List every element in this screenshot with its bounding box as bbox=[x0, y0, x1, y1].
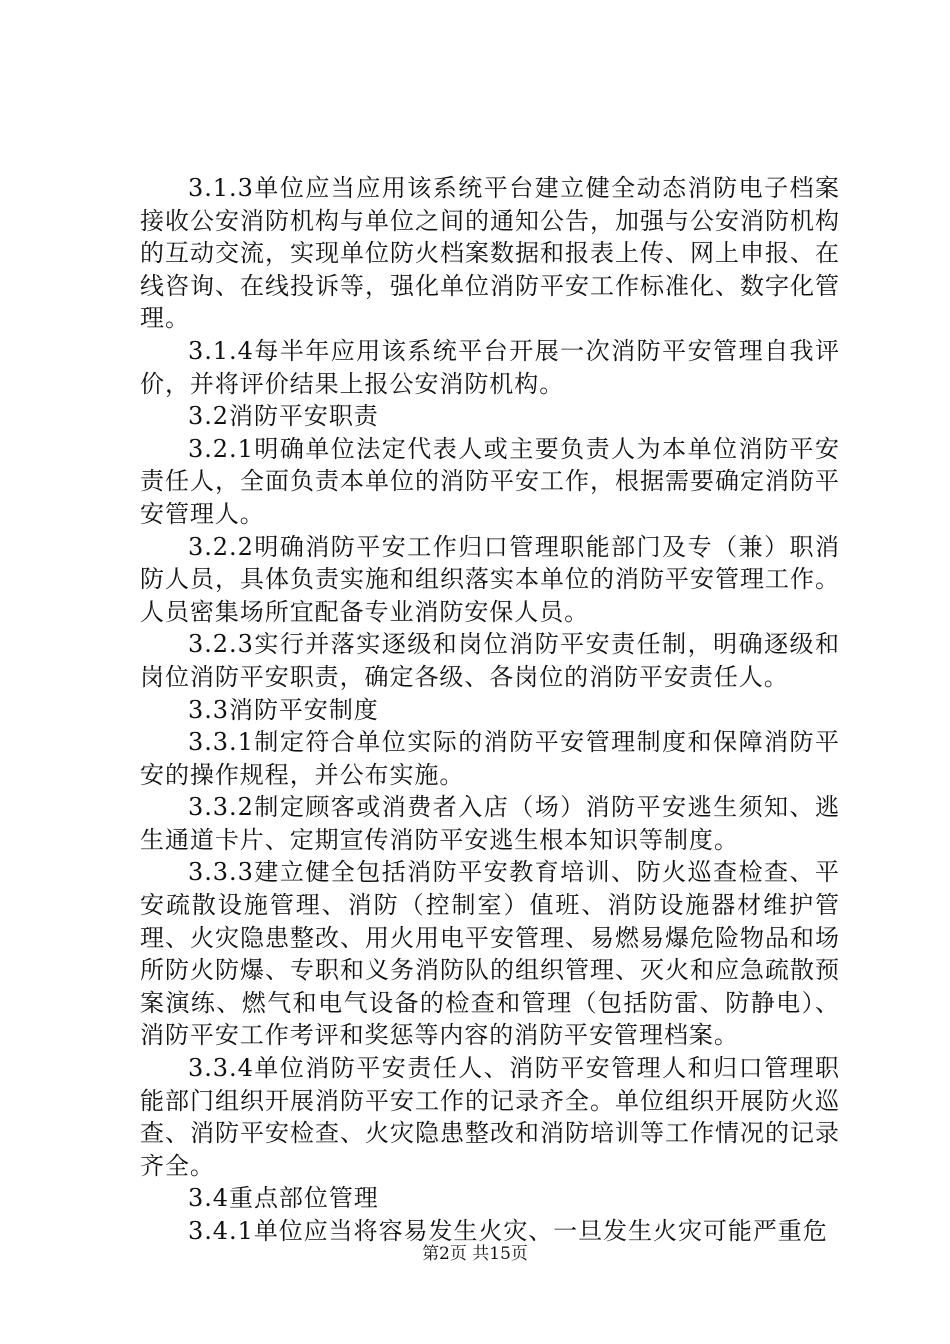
paragraph-3-3-4: 3.3.4单位消防平安责任人、消防平安管理人和归口管理职能部门组织开展消防平安工作的记录齐全。单位组织开展防火巡查、消防平安检查、火灾隐患整改和消防培训等工作情况的记录齐全。 bbox=[140, 1054, 840, 1180]
paragraph-3-3-3: 3.3.3建立健全包括消防平安教育培训、防火巡查检查、平安疏散设施管理、消防（控制室）值班、消防设施器材维护管理、火灾隐患整改、用火用电平安管理、易燃易爆危险物品和场所防火防爆、专职和义务消防队的组织管理、灭火和应急疏散预案演练、燃气和电气设备的检查和管理（包括防雷、防静电）、消防平安工作考评和奖惩等内容的消防平安管理档案。 bbox=[140, 858, 840, 1050]
paragraph-3-1-3: 3.1.3单位应当应用该系统平台建立健全动态消防电子档案接收公安消防机构与单位之间的通知公告，加强与公安消防机构的互动交流，实现单位防火档案数据和报表上传、网上申报、在线咨询、在线投诉等，强化单位消防平安工作标准化、数字化管理。 bbox=[140, 174, 840, 333]
paragraph-3-3-1: 3.3.1制定符合单位实际的消防平安管理制度和保障消防平安的操作规程，并公布实施。 bbox=[140, 728, 840, 789]
document-body bbox=[140, 172, 840, 1248]
paragraph-3-3-2: 3.3.2制定顾客或消费者入店（场）消防平安逃生须知、逃生通道卡片、定期宣传消防平安逃生根本知识等制度。 bbox=[140, 793, 840, 854]
paragraph-3-2-2: 3.2.2明确消防平安工作归口管理职能部门及专（兼）职消防人员，具体负责实施和组织落实本单位的消防平安管理工作。人员密集场所宜配备专业消防安保人员。 bbox=[140, 532, 840, 626]
section-heading-3-3: 3.3消防平安制度 bbox=[188, 695, 379, 724]
page-number-footer: 第2页 共15页 bbox=[422, 1244, 528, 1264]
section-heading-3-4: 3.4重点部位管理 bbox=[188, 1184, 379, 1213]
paragraph-3-2-1: 3.2.1明确单位法定代表人或主要负责人为本单位消防平安责任人，全面负责本单位的消防平安工作，根据需要确定消防平安管理人。 bbox=[140, 434, 840, 528]
paragraph-3-4-1: 3.4.1单位应当将容易发生火灾、一旦发生火灾可能严重危 bbox=[188, 1217, 828, 1245]
paragraph-3-2-3: 3.2.3实行并落实逐级和岗位消防平安责任制，明确逐级和岗位消防平安职责，确定各级、各岗位的消防平安责任人。 bbox=[140, 630, 840, 691]
paragraph-3-1-4: 3.1.4每半年应用该系统平台开展一次消防平安管理自我评价，并将评价结果上报公安消防机构。 bbox=[140, 336, 840, 398]
section-heading-3-2: 3.2消防平安职责 bbox=[188, 402, 379, 431]
